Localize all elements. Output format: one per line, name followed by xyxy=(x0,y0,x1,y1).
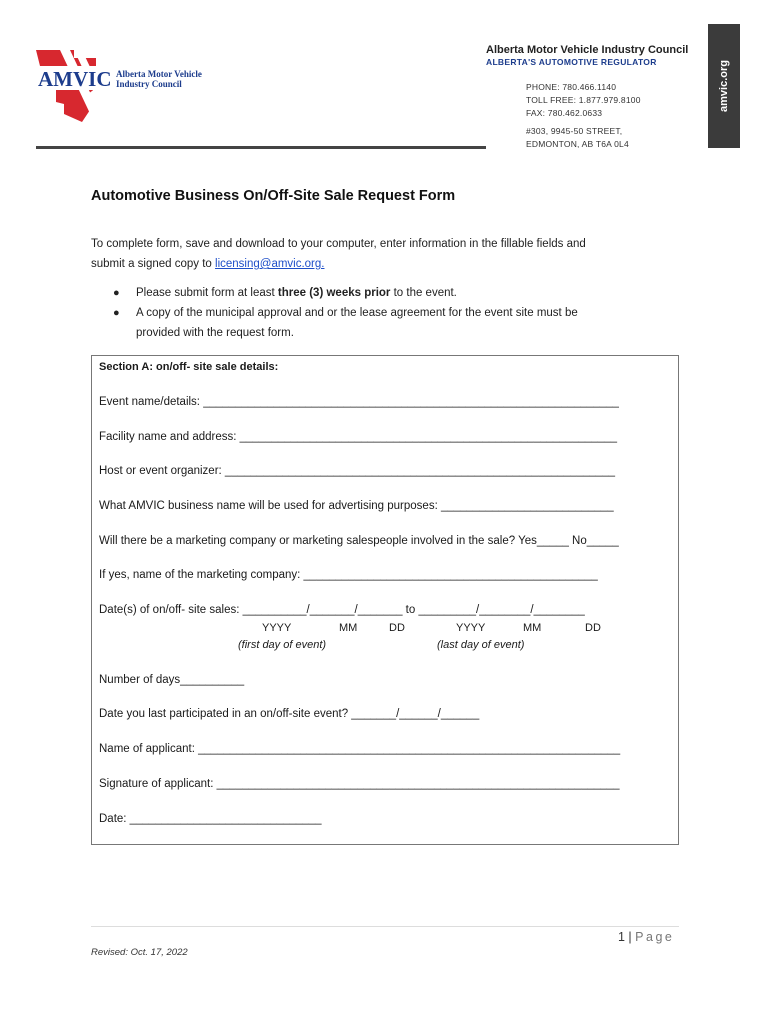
number-of-days-field[interactable]: Number of days__________ xyxy=(99,674,245,686)
email-link[interactable]: licensing@amvic.org. xyxy=(215,258,325,270)
bullet-2-line2: provided with the request form. xyxy=(136,327,294,339)
page-title: Automotive Business On/Off-Site Sale Request Form xyxy=(91,188,456,204)
marketing-company-field[interactable]: If yes, name of the marketing company: ______________________________________________ xyxy=(99,569,598,581)
applicant-name-field[interactable]: Name of applicant: __________________________________________________________________ xyxy=(99,743,621,755)
facility-field[interactable]: Facility name and address: ___________________________________________________________ xyxy=(99,431,617,443)
org-subtitle: ALBERTA'S AUTOMOTIVE REGULATOR xyxy=(486,57,657,67)
logo-text: AMVIC xyxy=(38,67,112,91)
end-dd-label: DD xyxy=(585,622,601,634)
amvic-logo xyxy=(34,44,234,124)
page-number-value: 1 | xyxy=(618,930,636,944)
bullet-1-bold: three (3) weeks prior xyxy=(277,287,391,299)
bullet-dot-2: ● xyxy=(113,307,120,319)
bullet-dot-1: ● xyxy=(113,287,120,299)
bullet-1-suffix: to the event. xyxy=(390,287,457,299)
toll-free: TOLL FREE: 1.877.979.8100 xyxy=(526,95,641,105)
business-name-field[interactable]: What AMVIC business name will be used for advertising purposes: ___________________________ xyxy=(99,500,614,512)
address-line2: EDMONTON, AB T6A 0L4 xyxy=(526,139,629,149)
end-yyyy-label: YYYY xyxy=(456,622,486,634)
section-a-title: Section A: on/off- site sale details: xyxy=(99,361,279,373)
first-day-label: (first day of event) xyxy=(238,639,327,651)
intro-line2-prefix: submit a signed copy to xyxy=(91,258,216,270)
page-word: Page xyxy=(635,930,675,944)
end-mm-label: MM xyxy=(523,622,542,634)
bullet-2-line1: A copy of the municipal approval and or the lease agreement for the event site must be xyxy=(136,307,578,319)
marketing-question-field[interactable]: Will there be a marketing company or marketing salespeople involved in the sale? Yes_____ No_____ xyxy=(99,535,619,547)
fax: FAX: 780.462.0633 xyxy=(526,108,603,118)
date-field[interactable]: Date: ______________________________ xyxy=(99,813,322,825)
start-dd-label: DD xyxy=(389,622,405,634)
intro-line1: To complete form, save and download to your computer, enter information in the fillable fields and xyxy=(91,238,586,250)
website-tab-label: amvic.org xyxy=(718,60,730,112)
logo-name-line1: Alberta Motor Vehicle xyxy=(116,69,202,79)
address-line1: #303, 9945-50 STREET, xyxy=(526,126,623,136)
applicant-signature-field[interactable]: Signature of applicant: _______________________________________________________________ xyxy=(99,778,620,790)
footer-divider xyxy=(91,926,679,927)
event-name-field[interactable]: Event name/details: _________________________________________________________________ xyxy=(99,396,619,408)
host-field[interactable]: Host or event organizer: _____________________________________________________________ xyxy=(99,465,616,477)
bullet-1 xyxy=(136,287,457,299)
website-tab xyxy=(708,24,740,148)
section-a-box xyxy=(91,355,679,845)
header-divider xyxy=(36,146,486,149)
org-title: Alberta Motor Vehicle Industry Council xyxy=(486,44,689,56)
phone: PHONE: 780.466.1140 xyxy=(526,82,617,92)
start-mm-label: MM xyxy=(339,622,358,634)
last-day-label: (last day of event) xyxy=(437,639,525,651)
intro-line2 xyxy=(91,258,324,270)
revised-date: Revised: Oct. 17, 2022 xyxy=(91,947,188,958)
start-yyyy-label: YYYY xyxy=(262,622,292,634)
logo-name-line2: Industry Council xyxy=(116,79,182,89)
page-number xyxy=(618,930,674,944)
sale-dates-field[interactable]: Date(s) of on/off- site sales: __________/_______/_______ to _________/________/________ xyxy=(99,604,585,616)
bullet-1-prefix: Please submit form at least xyxy=(136,287,278,299)
last-participated-field[interactable]: Date you last participated in an on/off-site event? _______/______/______ xyxy=(99,708,480,720)
